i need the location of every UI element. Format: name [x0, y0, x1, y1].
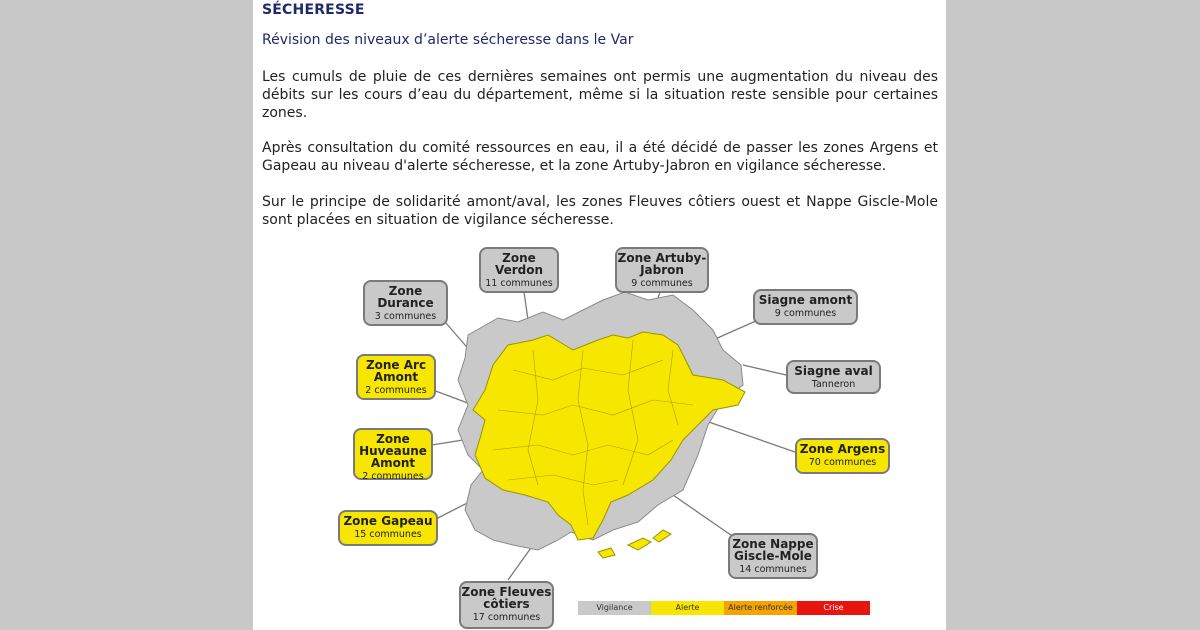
zone-argens-label: Zone Argens 70 communes: [795, 438, 890, 474]
zone-siagne-amont-label: Siagne amont 9 communes: [753, 289, 858, 325]
alert-level-legend: [578, 601, 870, 615]
zone-fleuves-cotiers-label: Zone Fleuves côtiers 17 communes: [459, 581, 554, 629]
section-title: SÉCHERESSE: [262, 2, 365, 18]
legend-alerte: Alerte: [651, 601, 724, 615]
legend-crise: Crise: [797, 601, 870, 615]
document-page: [253, 0, 946, 630]
article-subtitle: Révision des niveaux d’alerte sécheresse dans le Var: [262, 32, 634, 48]
drought-zone-map: [253, 240, 946, 630]
legend-vigilance: Vigilance: [578, 601, 651, 615]
zone-durance-label: Zone Durance 3 communes: [363, 280, 448, 326]
zone-verdon-label: Zone Verdon 11 communes: [479, 247, 559, 293]
zone-arc-amont-label: Zone Arc Amont 2 communes: [356, 354, 436, 400]
zone-huveaune-amont-label: Zone Huveaune Amont 2 communes: [353, 428, 433, 480]
paragraph-solidarity: Sur le principe de solidarité amont/aval, les zones Fleuves côtiers ouest et Nappe Giscle-Mole sont placées en situation de vigilance sécheresse.: [262, 194, 938, 228]
zone-nappe-giscle-mole-label: Zone Nappe Giscle-Mole 14 communes: [728, 533, 818, 579]
legend-alerte-renforcee: Alerte renforcée: [724, 601, 797, 615]
paragraph-decision: Après consultation du comité ressources en eau, il a été décidé de passer les zones Argens et Gapeau au niveau d'alerte sécheresse, et la zone Artuby-Jabron en vigilance sécheresse.: [262, 140, 938, 174]
paragraph-rainfall: Les cumuls de pluie de ces dernières semaines ont permis une augmentation du niveau des débits sur les cours d’eau du département, même si la situation reste sensible pour certaines zones.: [262, 69, 938, 121]
zone-siagne-aval-label: Siagne aval Tanneron: [786, 360, 881, 394]
zone-artuby-jabron-label: Zone Artuby-Jabron 9 communes: [615, 247, 709, 293]
zone-gapeau-label: Zone Gapeau 15 communes: [338, 510, 438, 546]
